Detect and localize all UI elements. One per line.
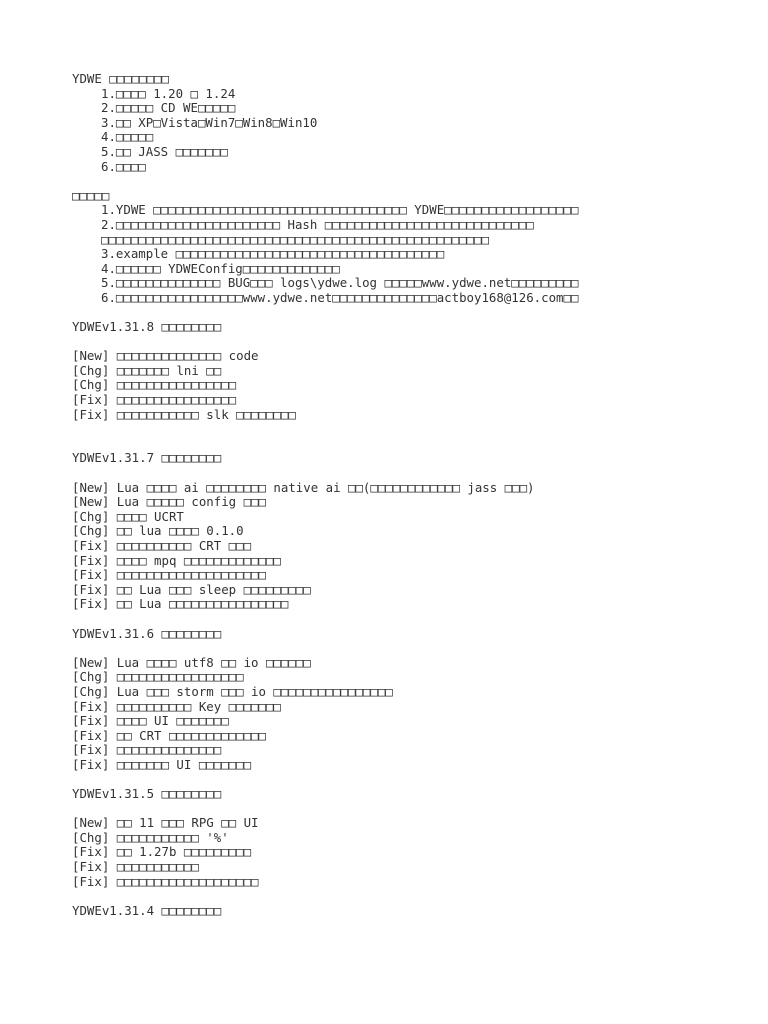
spacer: [72, 802, 748, 817]
release-title: YDWEv1.31.5 □□□□□□□□: [72, 786, 222, 802]
intro-item: 6.□□□□: [101, 158, 146, 174]
changelog-entry: [Fix] □□□□□□□□□□□ slk □□□□□□□□: [72, 406, 296, 422]
intro-item: 5.□□ JASS □□□□□□□: [101, 143, 228, 159]
changelog-entry: [Fix] □□□□ UI □□□□□□□: [72, 713, 229, 729]
changelog-entry: [Fix] □□□□□□□ UI □□□□□□□: [72, 756, 252, 772]
notes-item: 6.□□□□□□□□□□□□□□□□□www.ydwe.net□□□□□□□□□□□□□□actboy168@126.com□□: [101, 289, 579, 305]
changelog-entry: [Fix] □□ CRT □□□□□□□□□□□□□: [72, 727, 266, 743]
spacer: [72, 466, 748, 481]
notes-heading: □□□□□: [72, 187, 110, 203]
changelog-entry: [Fix] □□ 1.27b □□□□□□□□□: [72, 844, 252, 860]
spacer: [72, 306, 748, 321]
changelog-entry: [Fix] □□□□□□□□□□□□□□□□: [72, 392, 237, 408]
spacer: [72, 174, 748, 189]
changelog-entry: [Chg] □□□□□□□□□□□□□□□□□: [72, 669, 244, 685]
notes-item: 3.example □□□□□□□□□□□□□□□□□□□□□□□□□□□□□□□□□□□□: [101, 246, 445, 262]
release-title: YDWEv1.31.4 □□□□□□□□: [72, 902, 222, 918]
intro-item: 1.□□□□ 1.20 □ 1.24: [101, 85, 236, 101]
notes-item: 1.YDWE □□□□□□□□□□□□□□□□□□□□□□□□□□□□□□□□□□ YDWE□□□□□□□□□□□□□□□□□□: [101, 202, 579, 218]
notes-item: □□□□□□□□□□□□□□□□□□□□□□□□□□□□□□□□□□□□□□□□□□□□□□□□□□□□: [101, 231, 489, 247]
spacer: [72, 641, 748, 656]
document-page: [72, 72, 748, 918]
spacer: [72, 889, 748, 904]
notes-item: 4.□□□□□□ YDWEConfig□□□□□□□□□□□□□: [101, 260, 340, 276]
changelog-entry: [Fix] □□ Lua □□□□□□□□□□□□□□□□: [72, 596, 289, 612]
notes-item: 2.□□□□□□□□□□□□□□□□□□□□□□ Hash □□□□□□□□□□□□□□□□□□□□□□□□□□□□: [101, 216, 534, 232]
intro-item: 2.□□□□□ CD WE□□□□□: [101, 100, 236, 116]
intro-item: 3.□□ XP□Vista□Win7□Win8□Win10: [101, 114, 318, 130]
intro-heading: YDWE □□□□□□□□: [72, 71, 169, 86]
spacer: [72, 437, 748, 452]
release-title: YDWEv1.31.8 □□□□□□□□: [72, 319, 222, 335]
spacer: [72, 612, 748, 627]
changelog-entry: [Chg] Lua □□□ storm □□□ io □□□□□□□□□□□□□□□□: [72, 683, 393, 699]
changelog-entry: [New] Lua □□□□ ai □□□□□□□□ native ai □□(□□□□□□□□□□□□ jass □□□): [72, 479, 535, 495]
changelog-entry: [Chg] □□□□ UCRT: [72, 508, 184, 524]
changelog-entry: [Chg] □□□□□□□□□□□ '%': [72, 829, 229, 845]
changelog-entry: [Fix] □□□□□□□□□□ Key □□□□□□□: [72, 698, 281, 714]
changelog-entry: [Fix] □□□□□□□□□□□□□□: [72, 742, 222, 758]
changelog-entry: [Chg] □□□□□□□□□□□□□□□□: [72, 377, 237, 393]
spacer: [72, 773, 748, 788]
changelog-entry: [New] □□ 11 □□□ RPG □□ UI: [72, 815, 259, 831]
changelog-entry: [Chg] □□ lua □□□□ 0.1.0: [72, 523, 244, 539]
changelog-entry: [Fix] □□ Lua □□□ sleep □□□□□□□□□: [72, 581, 311, 597]
changelog-entry: [Fix] □□□□□□□□□□□□□□□□□□□□: [72, 567, 266, 583]
changelog-entry: [Fix] □□□□□□□□□□ CRT □□□: [72, 538, 252, 553]
changelog-entry: [Fix] □□□□□□□□□□□: [72, 859, 199, 875]
changelog-entry: [Fix] □□□□ mpq □□□□□□□□□□□□□: [72, 552, 281, 568]
changelog-entry: [Fix] □□□□□□□□□□□□□□□□□□□: [72, 873, 259, 889]
notes-item: 5.□□□□□□□□□□□□□□ BUG□□□ logs\ydwe.log □□□□□www.ydwe.net□□□□□□□□□: [101, 275, 579, 291]
changelog-entry: [New] □□□□□□□□□□□□□□ code: [72, 348, 259, 364]
changelog-entry: [New] Lua □□□□□ config □□□: [72, 494, 266, 510]
release-title: YDWEv1.31.6 □□□□□□□□: [72, 625, 222, 641]
release-title: YDWEv1.31.7 □□□□□□□□: [72, 450, 222, 466]
changelog-entry: [New] Lua □□□□ utf8 □□ io □□□□□□: [72, 654, 311, 670]
spacer: [72, 422, 748, 437]
intro-item: 4.□□□□□: [101, 129, 154, 145]
spacer: [72, 335, 748, 350]
changelog-entry: [Chg] □□□□□□□ lni □□: [72, 362, 222, 378]
